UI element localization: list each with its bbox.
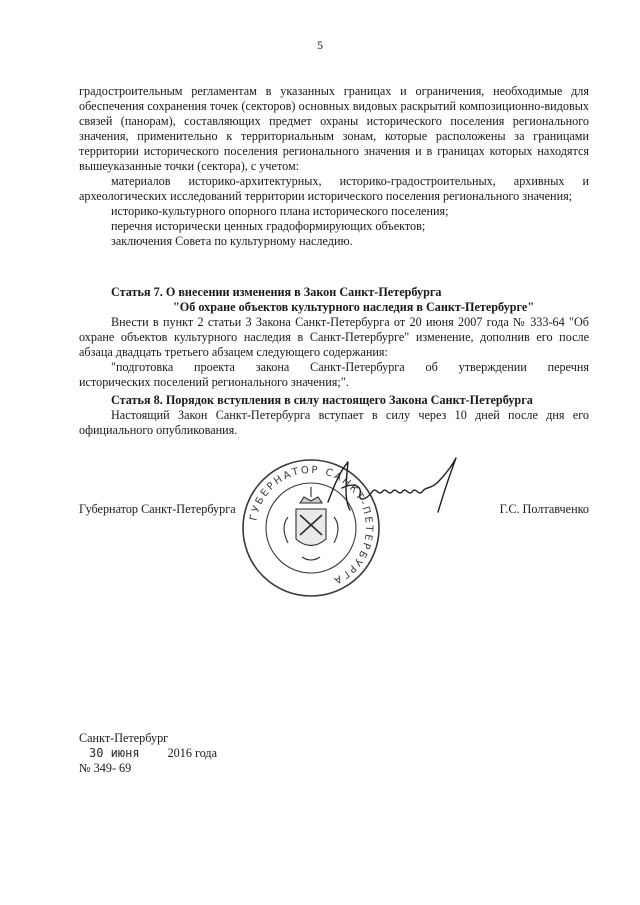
page-number: 5 bbox=[317, 38, 323, 52]
signing-date bbox=[79, 746, 217, 761]
governor-title: Губернатор Санкт-Петербурга bbox=[79, 502, 236, 516]
article-8-heading: Статья 8. Порядок вступления в силу настоящего Закона Санкт-Петербурга bbox=[111, 393, 533, 407]
article-7-heading-continued: "Об охране объектов культурного наследия в Санкт-Петербурге" bbox=[173, 300, 535, 314]
seal-ring-text: ГУБЕРНАТОР САНКТ-ПЕТЕРБУРГА bbox=[248, 464, 375, 587]
list-item: историко-культурного опорного плана исторического поселения; bbox=[111, 204, 449, 218]
article-7-quote-continued: исторических поселений регионального значения;". bbox=[79, 375, 349, 389]
date-year: 2016 года bbox=[167, 746, 218, 760]
article-7-heading: Статья 7. О внесении изменения в Закон Санкт-Петербурга bbox=[111, 285, 442, 299]
document-body bbox=[79, 84, 589, 249]
list-item: материалов историко-архитектурных, историко-градостроительных, архивных и археологических исследований территории исторического поселения регионального значения; bbox=[79, 174, 589, 203]
document-footer bbox=[79, 731, 217, 776]
article-7-text: Внести в пункт 2 статьи 3 Закона Санкт-Петербурга от 20 июня 2007 года № 333-64 "Об охране объектов культурного наследия в Санкт-Петербурге" изменение, дополнив его после абзаца двадцать третьего абзацем следующего содержания: bbox=[79, 315, 589, 359]
city: Санкт-Петербург bbox=[79, 731, 169, 745]
article-7 bbox=[79, 285, 589, 390]
list-item: перечня исторически ценных градоформирующих объектов; bbox=[111, 219, 426, 233]
law-number: № 349- 69 bbox=[79, 761, 132, 775]
date-day-month: 30 июня bbox=[89, 746, 140, 760]
handwritten-signature bbox=[320, 452, 470, 522]
article-8-text: Настоящий Закон Санкт-Петербурга вступает в силу через 10 дней после дня его официального опубликования. bbox=[79, 408, 589, 437]
article-8 bbox=[79, 393, 589, 438]
list-item: заключения Совета по культурному наследию. bbox=[111, 234, 353, 248]
governor-name: Г.С. Полтавченко bbox=[499, 502, 589, 516]
article-7-quote: "подготовка проекта закона Санкт-Петербурга об утверждении перечня bbox=[111, 360, 589, 374]
paragraph: градостроительным регламентам в указанных границах и ограничения, необходимые для обеспечения сохранения точек (секторов) основных видовых раскрытий композиционно-видовых связей (панорам), составляющих предмет охраны исторического поселения регионального значения, применительно к территориальным зонам, которые расположены за границами территории исторического поселения регионального значения и в границах которых находятся вышеуказанные точки (сектора), с учетом: bbox=[79, 84, 589, 173]
